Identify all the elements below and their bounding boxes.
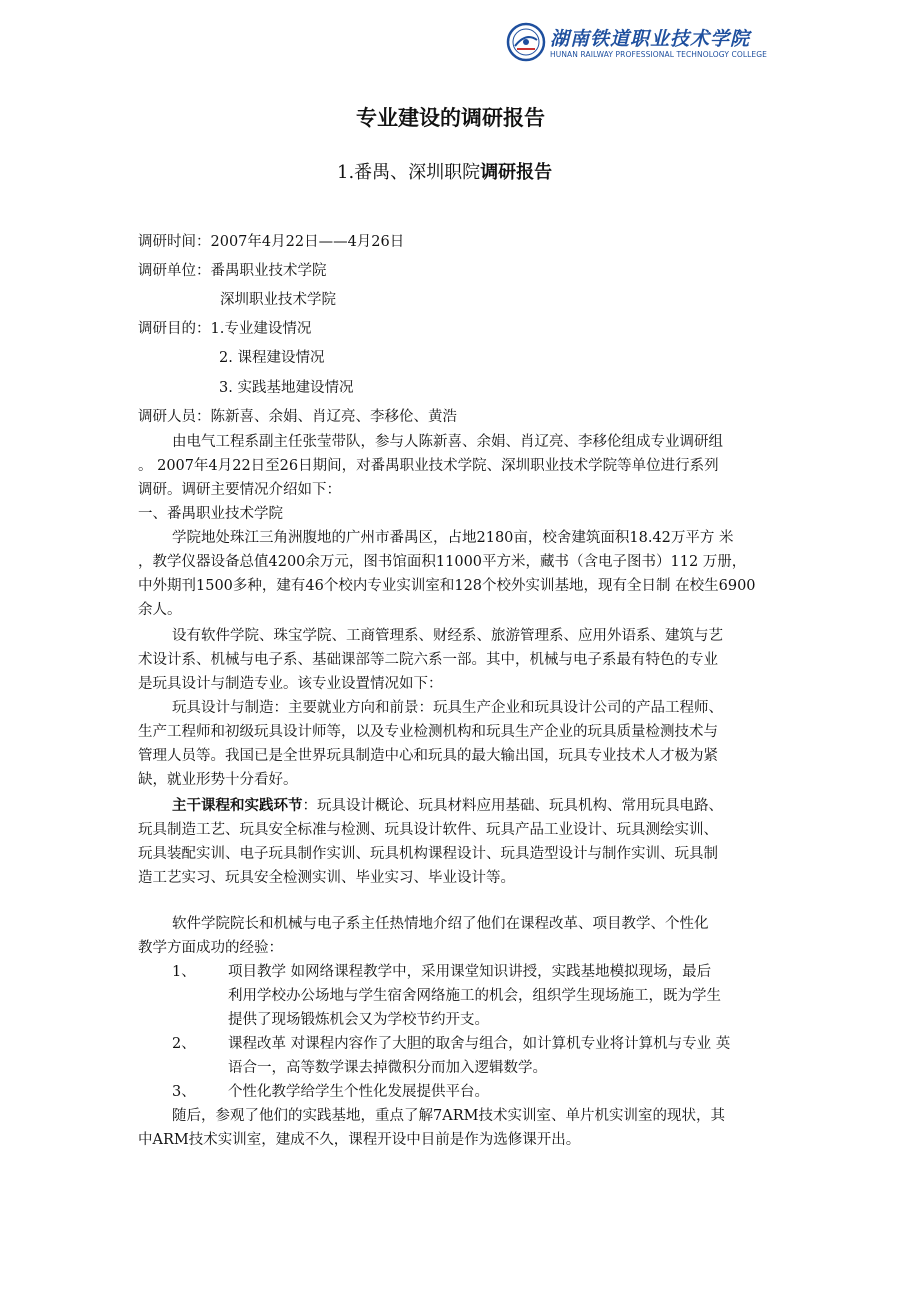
para-line: 玩具装配实训、电子玩具制作实训、玩具机构课程设计、玩具造型设计与制作实训、玩具制 — [138, 846, 718, 862]
intro-line: 调研。调研主要情况介绍如下： — [138, 482, 341, 498]
para-line: 余人。 — [138, 602, 182, 618]
para-line: 管理人员等。我国已是全世界玩具制造中心和玩具的最大输出国，玩具专业技术人才极为紧 — [138, 748, 718, 764]
list-item-line: 课程改革 对课程内容作了大胆的取舍与组合，如计算机专业将计算机与专业 英 — [228, 1036, 731, 1052]
courses-line — [172, 796, 723, 816]
section-heading: 一、番禺职业技术学院 — [138, 506, 283, 522]
para-line: 随后，参观了他们的实践基地，重点了解7ARM技术实训室、单片机实训室的现状，其 — [172, 1108, 725, 1124]
list-number: 3、 — [172, 1084, 196, 1100]
list-item-line: 利用学校办公场地与学生宿舍网络施工的机会，组织学生现场施工，既为学生 — [228, 988, 721, 1004]
college-emblem-icon — [506, 22, 546, 62]
list-item-line: 语合一，高等数学课去掉微积分而加入逻辑数学。 — [228, 1060, 547, 1076]
survey-time: 调研时间：2007年4月22日——4月26日 — [138, 234, 405, 250]
intro-line: 。 2007年4月22日至26日期间，对番禺职业技术学院、深圳职业技术学院等单位进行系列 — [138, 458, 719, 474]
para-line: 造工艺实习、玩具安全检测实训、毕业实习、毕业设计等。 — [138, 870, 515, 886]
subtitle-bold: 调研报告 — [480, 162, 553, 183]
para-line: 中ARM技术实训室，建成不久，课程开设中目前是作为选修课开出。 — [138, 1132, 581, 1148]
intro-line: 由电气工程系副主任张莹带队，参与人陈新喜、余娟、肖辽亮、李移伦组成专业调研组 — [172, 434, 723, 450]
para-line: 玩具制造工艺、玩具安全标准与检测、玩具设计软件、玩具产品工业设计、玩具测绘实训、 — [138, 822, 718, 838]
para-line: 术设计系、机械与电子系、基础课部等二院六系一部。其中，机械与电子系最有特色的专业 — [138, 652, 718, 668]
para-line: ，教学仪器设备总值4200余万元，图书馆面积11000平方米，藏书（含电子图书）112 万册， — [138, 554, 747, 570]
para-line: 学院地处珠江三角洲腹地的广州市番禺区，占地2180亩，校舍建筑面积18.42万平方 米 — [172, 530, 734, 546]
list-item-line: 个性化教学给学生个性化发展提供平台。 — [228, 1084, 489, 1100]
logo-english-name: HUNAN RAILWAY PROFESSIONAL TECHNOLOGY COLLEGE — [550, 50, 767, 59]
logo-chinese-name: 湖南铁道职业技术学院 — [550, 28, 751, 50]
para-line: 设有软件学院、珠宝学院、工商管理系、财经系、旅游管理系、应用外语系、建筑与艺 — [172, 628, 723, 644]
survey-purpose-1: 调研目的：1.专业建设情况 — [138, 321, 312, 337]
list-number: 1、 — [172, 964, 196, 980]
para-line: 生产工程师和初级玩具设计师等，以及专业检测机构和玩具生产企业的玩具质量检测技术与 — [138, 724, 718, 740]
survey-unit-1: 调研单位：番禺职业技术学院 — [138, 263, 327, 279]
para-line: 软件学院院长和机械与电子系主任热情地介绍了他们在课程改革、项目教学、个性化 — [172, 916, 709, 932]
para-line: 是玩具设计与制造专业。该专业设置情况如下： — [138, 676, 443, 692]
college-logo — [506, 22, 798, 64]
survey-people: 调研人员：陈新喜、余娟、肖辽亮、李移伦、黄浩 — [138, 409, 457, 425]
list-number: 2、 — [172, 1036, 196, 1052]
survey-purpose-2: 2. 课程建设情况 — [219, 350, 325, 366]
list-item-line: 项目教学 如网络课程教学中，采用课堂知识讲授，实践基地模拟现场，最后 — [228, 964, 712, 980]
para-line: 教学方面成功的经验： — [138, 940, 283, 956]
para-line: 中外期刊1500多种，建有46个校内专业实训室和128个校外实训基地，现有全日制 在校生6900 — [138, 578, 756, 594]
subtitle — [337, 158, 552, 184]
courses-first: ：玩具设计概论、玩具材料应用基础、玩具机构、常用玩具电路、 — [302, 798, 723, 814]
subtitle-prefix: 1.番禺、深圳职院 — [337, 162, 481, 183]
courses-heading: 主干课程和实践环节 — [172, 798, 303, 814]
para-line: 缺，就业形势十分看好。 — [138, 772, 298, 788]
para-line: 玩具设计与制造：主要就业方向和前景：玩具生产企业和玩具设计公司的产品工程师、 — [172, 700, 723, 716]
survey-unit-2: 深圳职业技术学院 — [220, 292, 336, 308]
page-title: 专业建设的调研报告 — [356, 106, 545, 130]
survey-purpose-3: 3. 实践基地建设情况 — [219, 380, 354, 396]
list-item-line: 提供了现场锻炼机会又为学校节约开支。 — [228, 1012, 489, 1028]
